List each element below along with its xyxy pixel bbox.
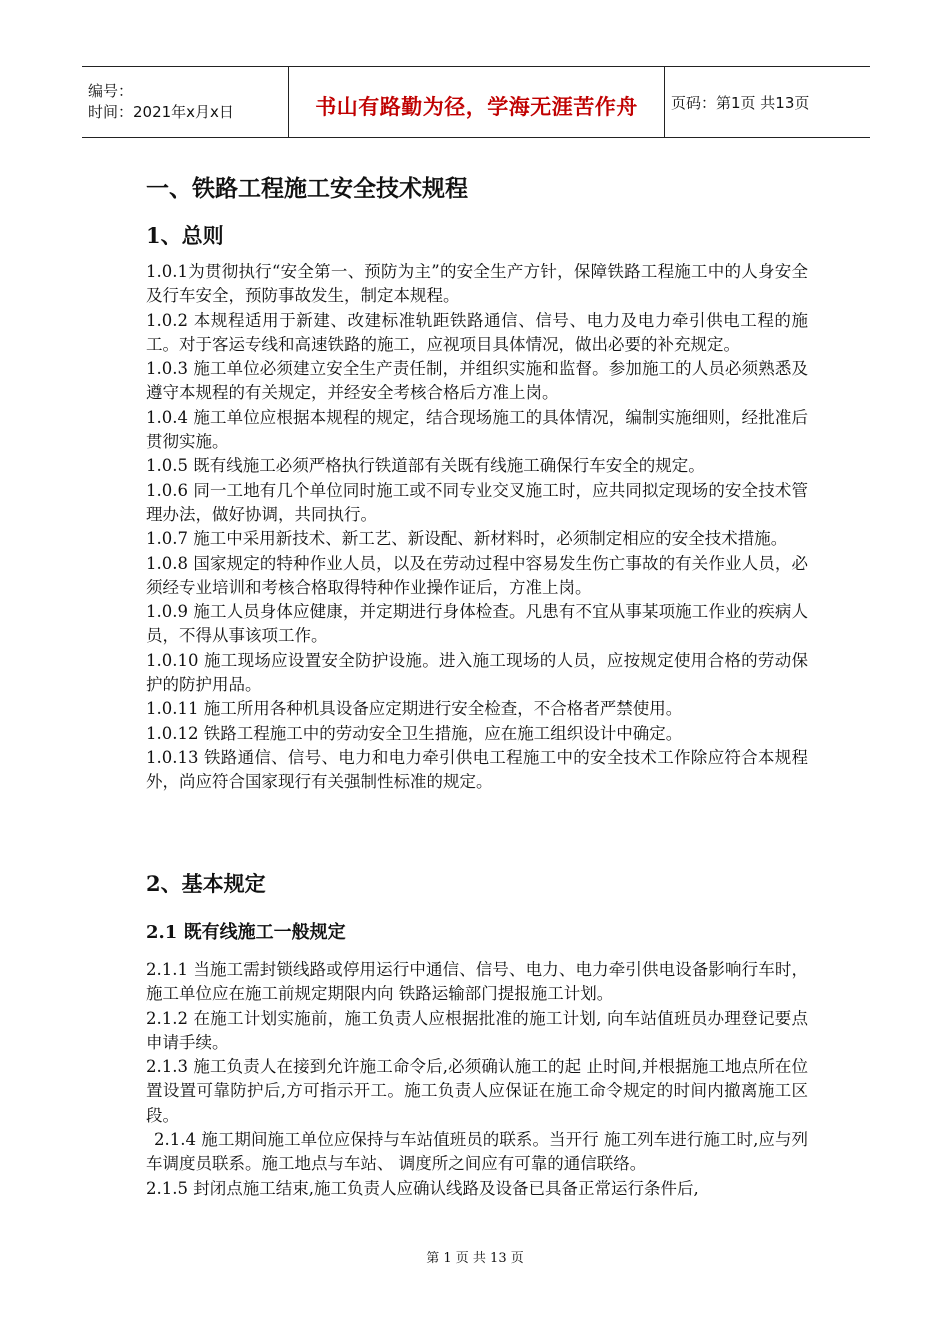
clause-1-0-11: 1.0.11 施工所用各种机具设备应定期进行安全检查，不合格者严禁使用。: [146, 699, 683, 719]
clause-2-1-3: 2.1.3 施工负责人在接到允许施工命令后,必须确认施工的起 止时间,并根据施工地点所在位置设置可靠防护后,方可指示开工。施工负责人应保证在施工命令规定的时间内撤离施工区段。: [146, 1057, 808, 1125]
clause-2-1-2: 2.1.2 在施工计划实施前，施工负责人应根据批准的施工计划, 向车站值班员办理登记要点申请手续。: [146, 1008, 808, 1052]
clause-1-0-12: 1.0.12 铁路工程施工中的劳动安全卫生措施，应在施工组织设计中确定。: [146, 723, 683, 743]
time-label: 时间：2021年x月x日: [88, 103, 234, 121]
clause-1-0-3: 1.0.3 施工单位必须建立安全生产责任制，并组织实施和监督。参加施工的人员必须熟悉及遵守本规程的有关规定，并经安全考核合格后方准上岗。: [146, 359, 808, 403]
clause-1-0-4: 1.0.4 施工单位应根据本规程的规定，结合现场施工的具体情况，编制实施细则，经批准后贯彻实施。: [146, 407, 808, 452]
section-1-heading: 1、总则: [146, 223, 224, 248]
header-meta: [82, 67, 288, 137]
page-footer: 第 1 页 共 13 页: [426, 1251, 524, 1266]
section-2-body: [146, 958, 808, 1201]
clause-2-1-4: 2.1.4 施工期间施工单位应保持与车站值班员的联系。当开行 施工列车进行施工时,应与列车调度员联系。施工地点与车站、 调度所之间应有可靠的通信联络。: [146, 1130, 808, 1174]
clause-2-1-5: 2.1.5 封闭点施工结束,施工负责人应确认线路及设备已具备正常运行条件后,: [146, 1178, 699, 1198]
clause-1-0-5: 1.0.5 既有线施工必须严格执行铁道部有关既有线施工确保行车安全的规定。: [146, 456, 705, 476]
clause-1-0-2: 1.0.2 本规程适用于新建、改建标准轨距铁路通信、信号、电力及电力牵引供电工程的施工。对于客运专线和高速铁路的施工，应视项目具体情况，做出必要的补充规定。: [146, 310, 808, 354]
section-1-body: [146, 260, 808, 795]
clause-1-0-9: 1.0.9 施工人员身体应健康，并定期进行身体检查。凡患有不宜从事某项施工作业的疾病人员，不得从事该项工作。: [146, 602, 808, 646]
document-title: 一、铁路工程施工安全技术规程: [146, 175, 468, 202]
header-page-info-cell: [665, 67, 870, 137]
clause-1-0-1: 1.0.1为贯彻执行“安全第一、预防为主”的安全生产方针，保障铁路工程施工中的人身安全及行车安全，预防事故发生，制定本规程。: [146, 262, 808, 306]
clause-2-1-1: 2.1.1 当施工需封锁线路或停用运行中通信、信号、电力、电力牵引供电设备影响行车时，施工单位应在施工前规定期限内向 铁路运输部门提报施工计划。: [146, 960, 808, 1004]
section-2-heading: 2、基本规定: [146, 871, 266, 896]
motto: 书山有路勤为径，学海无涯苦作舟: [315, 95, 638, 119]
clause-1-0-7: 1.0.7 施工中采用新技术、新工艺、新设配、新材料时，必须制定相应的安全技术措施。: [146, 529, 788, 549]
subsection-2-1-heading: 2.1 既有线施工一般规定: [146, 922, 346, 943]
clause-1-0-10: 1.0.10 施工现场应设置安全防护设施。进入施工现场的人员，应按规定使用合格的劳动保护的防护用品。: [146, 650, 808, 695]
page-header: [82, 66, 870, 138]
clause-1-0-13: 1.0.13 铁路通信、信号、电力和电力牵引供电工程施工中的安全技术工作除应符合本规程外，尚应符合国家现行有关强制性标准的规定。: [146, 747, 808, 792]
clause-1-0-8: 1.0.8 国家规定的特种作业人员，以及在劳动过程中容易发生伤亡事故的有关作业人员，必须经专业培训和考核合格取得特种作业操作证后，方准上岗。: [146, 553, 808, 597]
page-info: 页码：第1页 共13页: [671, 93, 810, 112]
clause-1-0-6: 1.0.6 同一工地有几个单位同时施工或不同专业交叉施工时，应共同拟定现场的安全技术管理办法，做好协调，共同执行。: [146, 480, 808, 524]
header-motto-cell: [288, 67, 665, 137]
number-label: 编号：: [88, 82, 134, 100]
